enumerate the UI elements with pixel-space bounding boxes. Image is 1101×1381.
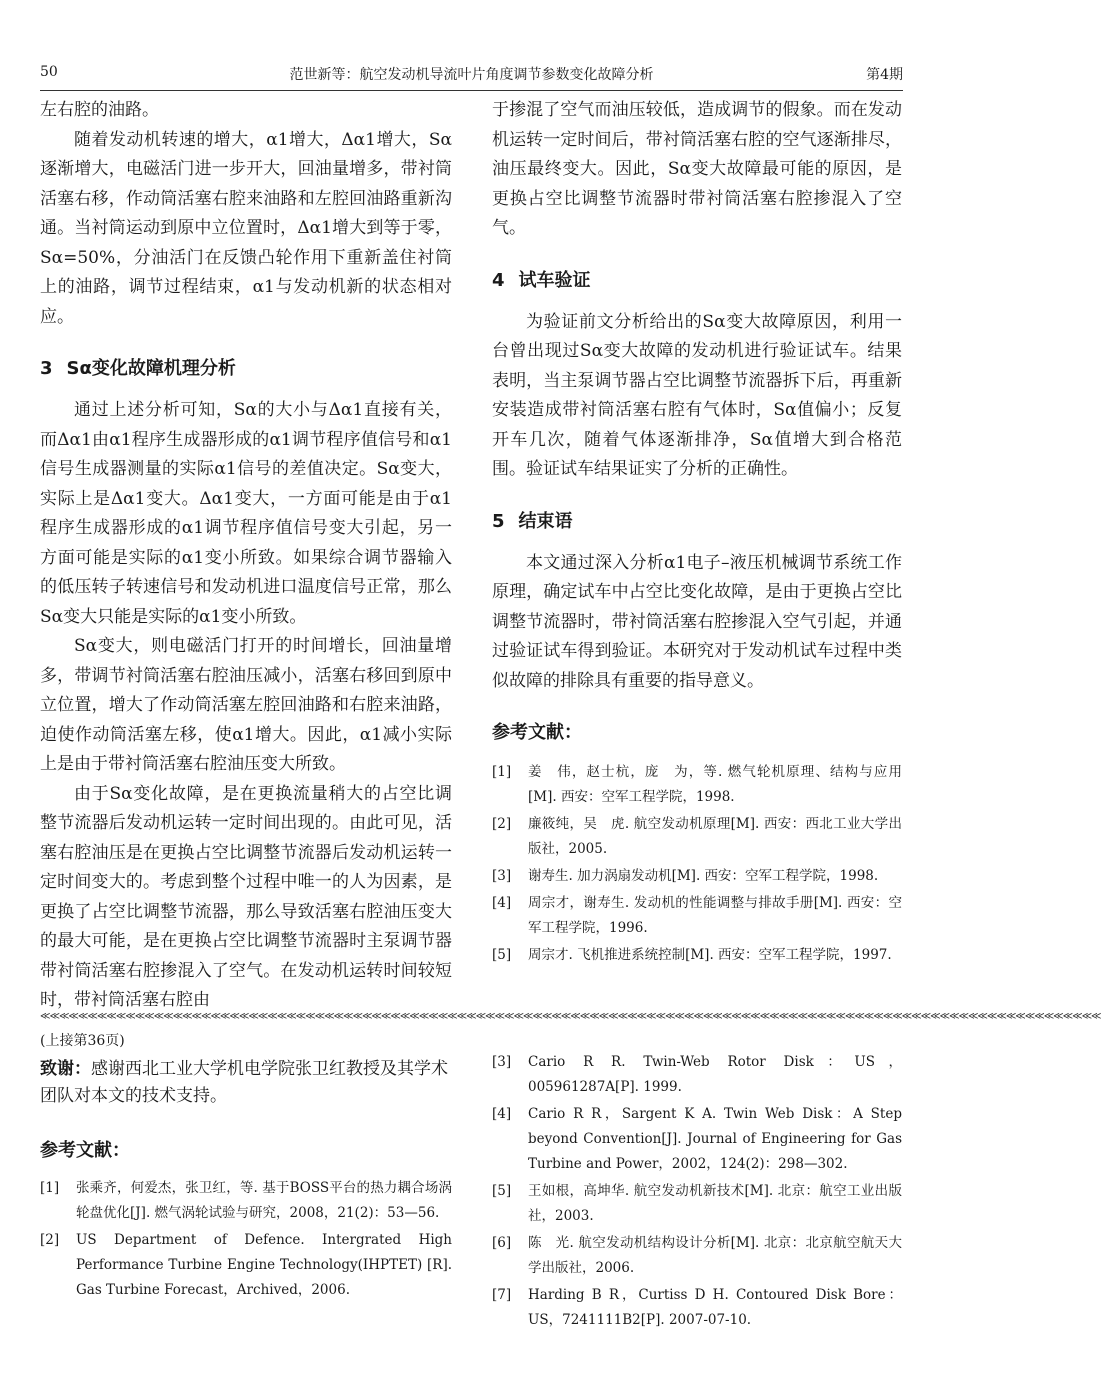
reference-text: Cario R R. Twin-Web Rotor Disk：US，005961287A[P]. 1999. bbox=[528, 1054, 902, 1095]
reference-text: 周宗才. 飞机推进系统控制[M]. 西安：空军工程学院，1997. bbox=[528, 947, 892, 963]
reference-number: [5] bbox=[492, 947, 512, 963]
reference-text: 张乘齐，何爱杰，张卫红，等. 基于BOSS平台的热力耦合场涡轮盘优化[J]. 燃气涡轮试验与研究，2008，21(2)：53—56. bbox=[76, 1180, 452, 1221]
reference-text: 廉筱纯，吴 虎. 航空发动机原理[M]. 西安：西北工业大学出版社，2005. bbox=[528, 816, 902, 857]
running-title: 范世新等：航空发动机导流叶片角度调节参数变化故障分析 bbox=[289, 67, 654, 83]
reference-number: [2] bbox=[492, 816, 512, 832]
continued-from-note: (上接第36页) bbox=[40, 1033, 125, 1049]
reference-item bbox=[492, 864, 902, 889]
page-number: 50 bbox=[40, 64, 58, 80]
reference-text: Harding B R，Curtiss D H. Contoured Disk Bore：US，7241111B2[P]. 2007-07-10. bbox=[528, 1287, 902, 1328]
bottom-left-column bbox=[40, 1030, 452, 1305]
reference-item bbox=[40, 1176, 452, 1226]
paragraph: 由于Sα变化故障，是在更换流量稍大的占空比调整节流器后发动机运转一定时间出现的。由此可见，活塞右腔油压是在更换占空比调整节流器后发动机运转一定时间变大的。考虑到整个过程中唯一的人为因素，是更换了占空比调整节流器，那么导致活塞右腔油压变大的最大可能，是在更换占空比调整节流器时主泵调节器带衬筒活塞右腔掺混入了空气。在发动机运转时间较短时，带衬筒活塞右腔由 bbox=[40, 783, 452, 1010]
issue-number: 第4期 bbox=[866, 67, 903, 83]
section-heading-5 bbox=[492, 507, 902, 537]
reference-text: 姜 伟，赵士杭，庞 为，等. 燃气轮机原理、结构与应用[M]. 西安：空军工程学院，1998. bbox=[528, 764, 902, 805]
section-heading-4 bbox=[492, 266, 902, 296]
section-title: Sα变化故障机理分析 bbox=[66, 358, 236, 379]
reference-number: [4] bbox=[492, 895, 512, 911]
reference-item bbox=[492, 943, 902, 968]
reference-number: [4] bbox=[492, 1106, 512, 1122]
section-title: 试车验证 bbox=[518, 269, 591, 291]
reference-number: [1] bbox=[40, 1180, 60, 1196]
reference-number: [2] bbox=[40, 1232, 60, 1248]
reference-item bbox=[492, 1231, 902, 1281]
reference-text: 谢寿生. 加力涡扇发动机[M]. 西安：空军工程学院，1998. bbox=[528, 868, 879, 884]
reference-number: [3] bbox=[492, 868, 512, 884]
reference-item bbox=[492, 1102, 902, 1177]
article-separator: ≪≪≪≪≪≪≪≪≪≪≪≪≪≪≪≪≪≪≪≪≪≪≪≪≪≪≪≪≪≪≪≪≪≪≪≪≪≪≪≪≪≪≪≪≪≪≪≪≪≪≪≪≪≪≪≪≪≪≪≪≪≪≪≪≪≪≪≪≪≪≪≪≪≪≪≪≪≪≪≪≪≪≪≪≪≪≪≪≪≪≪≪≪≪≪≪≪≪≪≪≪≪≪≪≪≪≪≪≪≪≪≪ bbox=[40, 1011, 1101, 1022]
right-column bbox=[492, 96, 902, 970]
section-heading-3 bbox=[40, 354, 452, 384]
section-title: 结束语 bbox=[518, 510, 573, 532]
references-heading: 参考文献： bbox=[492, 722, 582, 743]
reference-number: [5] bbox=[492, 1183, 512, 1199]
acknowledgement-text: 感谢西北工业大学机电学院张卫红教授及其学术团队对本文的技术支持。 bbox=[40, 1059, 448, 1106]
reference-item bbox=[492, 760, 902, 810]
paragraph: Sα变大，则电磁活门打开的时间增长，回油量增多，带调节衬筒活塞右腔油压减小，活塞右移回到原中立位置，增大了作动筒活塞左腔回油路和右腔来油路，迫使作动筒活塞左移，使α1增大。因此，α1减小实际上是由于带衬筒活塞右腔油压变大所致。 bbox=[40, 636, 452, 774]
section-number: 3 bbox=[40, 358, 53, 379]
reference-item bbox=[492, 1283, 902, 1333]
reference-text: US Department of Defence. Intergrated High Performance Turbine Engine Technology(IHPTET) [R]. Gas Turbine Forecast，Archived，2006. bbox=[76, 1232, 452, 1298]
section-number: 4 bbox=[492, 269, 505, 291]
paragraph: 为验证前文分析给出的Sα变大故障原因，利用一台曾出现过Sα变大故障的发动机进行验证试车。结果表明，当主泵调节器占空比调整节流器拆下后，再重新安装造成带衬筒活塞右腔有气体时，Sα值偏小；反复开车几次，随着气体逐渐排净，Sα值增大到合格范围。验证试车结果证实了分析的正确性。 bbox=[492, 311, 902, 479]
reference-number: [3] bbox=[492, 1054, 512, 1070]
reference-number: [1] bbox=[492, 764, 512, 780]
reference-item bbox=[40, 1228, 452, 1303]
bottom-right-column bbox=[492, 1050, 902, 1335]
reference-list bbox=[492, 760, 902, 968]
reference-list bbox=[492, 1050, 902, 1333]
reference-text: Cario R R，Sargent K A. Twin Web Disk：A Step beyond Convention[J]. Journal of Engineering for Gas Turbine and Power，2002，124(2)：298—302. bbox=[528, 1106, 902, 1172]
references-heading: 参考文献： bbox=[40, 1140, 130, 1161]
reference-text: 周宗才，谢寿生. 发动机的性能调整与排故手册[M]. 西安：空军工程学院，1996. bbox=[528, 895, 902, 936]
reference-item bbox=[492, 1179, 902, 1229]
reference-text: 陈 光. 航空发动机结构设计分析[M]. 北京：北京航空航天大学出版社，2006. bbox=[528, 1235, 902, 1276]
reference-item bbox=[492, 812, 902, 862]
reference-number: [6] bbox=[492, 1235, 512, 1251]
reference-item bbox=[492, 1050, 902, 1100]
paragraph: 通过上述分析可知，Sα的大小与Δα1直接有关，而Δα1由α1程序生成器形成的α1调节程序值信号和α1信号生成器测量的实际α1信号的差值决定。Sα变大，实际上是Δα1变大。Δα1变大，一方面可能是由于α1程序生成器形成的α1调节程序值信号变大引起，另一方面可能是实际的α1变小所致。如果综合调节器输入的低压转子转速信号和发动机进口温度信号正常，那么Sα变大只能是实际的α1变小所致。 bbox=[40, 400, 452, 627]
reference-number: [7] bbox=[492, 1287, 512, 1303]
reference-list bbox=[40, 1176, 452, 1303]
reference-item bbox=[492, 891, 902, 941]
acknowledgement bbox=[40, 1056, 452, 1110]
left-column bbox=[40, 96, 452, 1016]
running-header bbox=[40, 64, 903, 91]
paragraph: 于掺混了空气而油压较低，造成调节的假象。而在发动机运转一定时间后，带衬筒活塞右腔的空气逐渐排尽，油压最终变大。因此，Sα变大故障最可能的原因，是更换占空比调整节流器时带衬筒活塞右腔掺混入了空气。 bbox=[492, 100, 902, 238]
reference-text: 王如根，高坤华. 航空发动机新技术[M]. 北京：航空工业出版社，2003. bbox=[528, 1183, 902, 1224]
paragraph: 本文通过深入分析α1电子–液压机械调节系统工作原理，确定试车中占空比变化故障，是由于更换占空比调整节流器时，带衬筒活塞右腔掺混入空气引起，并通过验证试车得到验证。本研究对于发动机试车过程中类似故障的排除具有重要的指导意义。 bbox=[492, 552, 902, 691]
paragraph: 随着发动机转速的增大，α1增大，Δα1增大，Sα逐渐增大，电磁活门进一步开大，回油量增多，带衬筒活塞右移，作动筒活塞右腔来油路和左腔回油路重新沟通。当衬筒运动到原中立位置时，Δα1增大到等于零，Sα=50%，分油活门在反馈凸轮作用下重新盖住衬筒上的油路，调节过程结束，α1与发动机新的状态相对应。 bbox=[40, 129, 452, 327]
paragraph: 左右腔的油路。 bbox=[40, 100, 159, 120]
acknowledgement-label: 致谢： bbox=[40, 1059, 91, 1079]
section-number: 5 bbox=[492, 510, 505, 532]
